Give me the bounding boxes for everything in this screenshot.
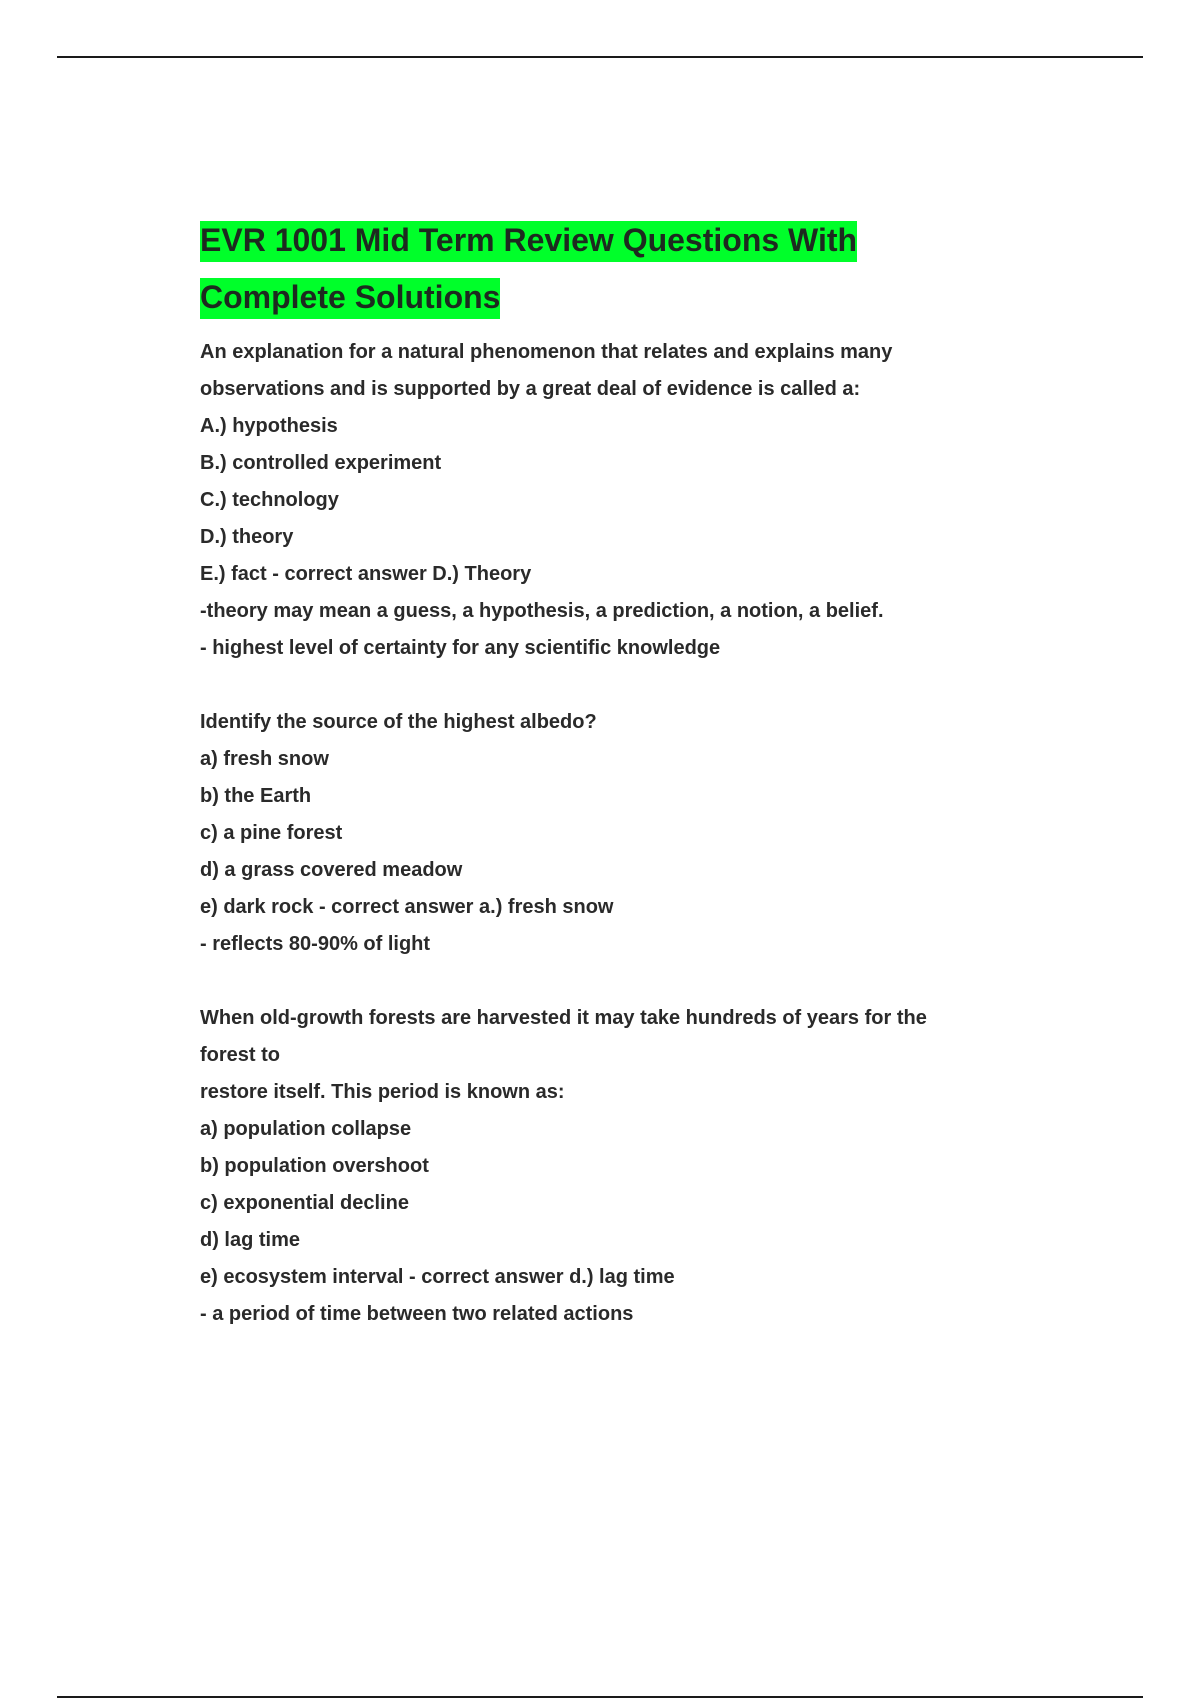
answer-option: d) a grass covered meadow [200,859,463,881]
question-2 [200,704,1020,963]
explanation-line: - highest level of certainty for any scientific knowledge [200,637,721,659]
question-text: observations and is supported by a great deal of evidence is called a: [200,378,861,400]
answer-option: b) population overshoot [200,1155,429,1177]
answer-option-with-correct-answer: E.) fact - correct answer D.) Theory [200,563,532,585]
explanation-line: -theory may mean a guess, a hypothesis, a prediction, a notion, a belief. [200,600,884,622]
answer-option: D.) theory [200,526,294,548]
answer-option: b) the Earth [200,785,312,807]
question-text: Identify the source of the highest albedo? [200,711,597,733]
title-line: Complete Solutions [200,278,500,319]
question-text: An explanation for a natural phenomenon that relates and explains many [200,341,893,363]
question-text: When old-growth forests are harvested it may take hundreds of years for the [200,1007,927,1029]
question-1 [200,334,1020,667]
answer-option: B.) controlled experiment [200,452,442,474]
footer-rule [57,1696,1143,1698]
header-rule [57,56,1143,58]
question-text: restore itself. This period is known as: [200,1081,565,1103]
answer-option-with-correct-answer: e) dark rock - correct answer a.) fresh snow [200,896,614,918]
title-line: EVR 1001 Mid Term Review Questions With [200,221,857,262]
question-3 [200,1000,1020,1333]
answer-option: A.) hypothesis [200,415,338,437]
explanation-line: - a period of time between two related actions [200,1303,634,1325]
answer-option: a) population collapse [200,1118,412,1140]
document-title [200,212,1020,326]
answer-option: d) lag time [200,1229,301,1251]
document-body [200,212,1020,1333]
answer-option: a) fresh snow [200,748,329,770]
question-text: forest to [200,1044,280,1066]
explanation-line: - reflects 80-90% of light [200,933,431,955]
answer-option: C.) technology [200,489,339,511]
answer-option-with-correct-answer: e) ecosystem interval - correct answer d.) lag time [200,1266,675,1288]
answer-option: c) a pine forest [200,822,343,844]
answer-option: c) exponential decline [200,1192,409,1214]
